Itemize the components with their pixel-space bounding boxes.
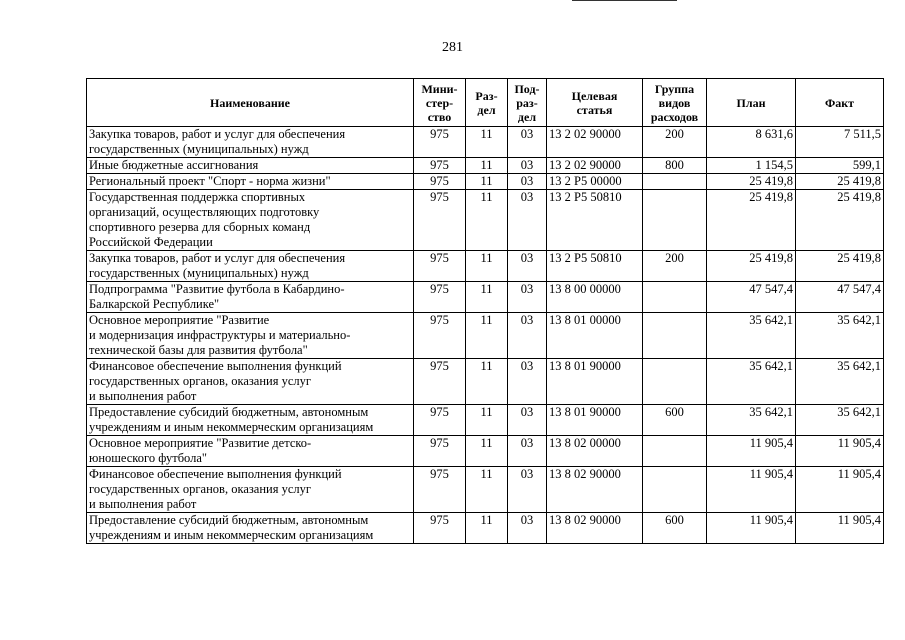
col-header-plan: План — [707, 79, 796, 127]
cell-group: 800 — [643, 158, 707, 174]
table-row — [87, 127, 884, 158]
cell-target: 13 8 01 90000 — [547, 405, 643, 436]
cell-name: Иные бюджетные ассигнования — [87, 158, 414, 174]
cell-target: 13 2 02 90000 — [547, 127, 643, 158]
cell-ministry: 975 — [414, 359, 466, 405]
cell-group — [643, 174, 707, 190]
table-row — [87, 251, 884, 282]
cell-fact: 599,1 — [796, 158, 884, 174]
cell-plan: 35 642,1 — [707, 359, 796, 405]
col-header-section: Раз- дел — [466, 79, 508, 127]
cell-target: 13 8 01 00000 — [547, 313, 643, 359]
table-row — [87, 436, 884, 467]
cell-plan: 35 642,1 — [707, 405, 796, 436]
cell-ministry: 975 — [414, 158, 466, 174]
cell-fact: 7 511,5 — [796, 127, 884, 158]
cell-ministry: 975 — [414, 127, 466, 158]
col-header-name: Наименование — [87, 79, 414, 127]
cell-name: Государственная поддержка спортивных организаций, осуществляющих подготовку спортивного резерва для сборных команд Российской Федерации — [87, 190, 414, 251]
cell-target: 13 8 00 00000 — [547, 282, 643, 313]
cell-group — [643, 436, 707, 467]
cell-target: 13 2 P5 50810 — [547, 251, 643, 282]
header-row — [87, 79, 884, 127]
table-row — [87, 174, 884, 190]
cell-target: 13 8 02 90000 — [547, 467, 643, 513]
cell-section: 11 — [466, 359, 508, 405]
col-header-ministry: Мини- стер- ство — [414, 79, 466, 127]
cell-name: Основное мероприятие "Развитие детско- юношеского футбола" — [87, 436, 414, 467]
table-row — [87, 313, 884, 359]
cell-plan: 1 154,5 — [707, 158, 796, 174]
cell-subsection: 03 — [508, 190, 547, 251]
cell-fact: 35 642,1 — [796, 359, 884, 405]
cell-fact: 25 419,8 — [796, 251, 884, 282]
cell-group: 200 — [643, 251, 707, 282]
cell-plan: 25 419,8 — [707, 174, 796, 190]
cell-plan: 8 631,6 — [707, 127, 796, 158]
cell-name: Финансовое обеспечение выполнения функций государственных органов, оказания услуг и выполнения работ — [87, 359, 414, 405]
cell-plan: 25 419,8 — [707, 251, 796, 282]
cell-subsection: 03 — [508, 127, 547, 158]
cell-subsection: 03 — [508, 158, 547, 174]
cell-name: Финансовое обеспечение выполнения функций государственных органов, оказания услуг и выполнения работ — [87, 467, 414, 513]
col-header-target: Целевая статья — [547, 79, 643, 127]
top-rule — [572, 0, 677, 1]
cell-section: 11 — [466, 190, 508, 251]
cell-section: 11 — [466, 436, 508, 467]
table-row — [87, 405, 884, 436]
cell-group — [643, 467, 707, 513]
table-row — [87, 190, 884, 251]
cell-ministry: 975 — [414, 174, 466, 190]
col-header-fact: Факт — [796, 79, 884, 127]
cell-fact: 25 419,8 — [796, 174, 884, 190]
table-row — [87, 282, 884, 313]
cell-target: 13 8 02 90000 — [547, 513, 643, 544]
cell-name: Закупка товаров, работ и услуг для обеспечения государственных (муниципальных) нужд — [87, 127, 414, 158]
col-header-subsection: Под- раз- дел — [508, 79, 547, 127]
cell-section: 11 — [466, 282, 508, 313]
cell-subsection: 03 — [508, 251, 547, 282]
cell-target: 13 2 P5 00000 — [547, 174, 643, 190]
cell-target: 13 2 P5 50810 — [547, 190, 643, 251]
cell-plan: 25 419,8 — [707, 190, 796, 251]
cell-group — [643, 359, 707, 405]
cell-section: 11 — [466, 513, 508, 544]
cell-subsection: 03 — [508, 436, 547, 467]
cell-name: Подпрограмма "Развитие футбола в Кабардино- Балкарской Республике" — [87, 282, 414, 313]
cell-ministry: 975 — [414, 313, 466, 359]
cell-plan: 11 905,4 — [707, 467, 796, 513]
cell-ministry: 975 — [414, 513, 466, 544]
cell-fact: 11 905,4 — [796, 467, 884, 513]
cell-fact: 35 642,1 — [796, 405, 884, 436]
cell-plan: 47 547,4 — [707, 282, 796, 313]
cell-plan: 11 905,4 — [707, 513, 796, 544]
page-number: 281 — [442, 40, 463, 55]
cell-subsection: 03 — [508, 513, 547, 544]
cell-subsection: 03 — [508, 359, 547, 405]
cell-ministry: 975 — [414, 405, 466, 436]
cell-name: Региональный проект "Спорт - норма жизни" — [87, 174, 414, 190]
cell-ministry: 975 — [414, 251, 466, 282]
cell-name: Предоставление субсидий бюджетным, автономным учреждениям и иным некоммерческим организациям — [87, 405, 414, 436]
table-row — [87, 359, 884, 405]
cell-fact: 11 905,4 — [796, 513, 884, 544]
cell-name: Предоставление субсидий бюджетным, автономным учреждениям и иным некоммерческим организациям — [87, 513, 414, 544]
cell-target: 13 8 02 00000 — [547, 436, 643, 467]
cell-group: 600 — [643, 513, 707, 544]
cell-plan: 11 905,4 — [707, 436, 796, 467]
cell-section: 11 — [466, 174, 508, 190]
cell-fact: 25 419,8 — [796, 190, 884, 251]
cell-section: 11 — [466, 467, 508, 513]
cell-section: 11 — [466, 251, 508, 282]
cell-fact: 47 547,4 — [796, 282, 884, 313]
cell-ministry: 975 — [414, 436, 466, 467]
table-row — [87, 158, 884, 174]
cell-subsection: 03 — [508, 174, 547, 190]
cell-section: 11 — [466, 158, 508, 174]
col-header-group: Группа видов расходов — [643, 79, 707, 127]
cell-group: 600 — [643, 405, 707, 436]
cell-ministry: 975 — [414, 467, 466, 513]
budget-table — [86, 78, 884, 544]
cell-section: 11 — [466, 127, 508, 158]
cell-subsection: 03 — [508, 282, 547, 313]
table-body — [87, 127, 884, 544]
cell-ministry: 975 — [414, 190, 466, 251]
cell-subsection: 03 — [508, 313, 547, 359]
cell-name: Закупка товаров, работ и услуг для обеспечения государственных (муниципальных) нужд — [87, 251, 414, 282]
cell-target: 13 2 02 90000 — [547, 158, 643, 174]
cell-subsection: 03 — [508, 405, 547, 436]
table-row — [87, 467, 884, 513]
cell-fact: 35 642,1 — [796, 313, 884, 359]
cell-plan: 35 642,1 — [707, 313, 796, 359]
cell-ministry: 975 — [414, 282, 466, 313]
cell-section: 11 — [466, 405, 508, 436]
table-row — [87, 513, 884, 544]
cell-target: 13 8 01 90000 — [547, 359, 643, 405]
cell-group: 200 — [643, 127, 707, 158]
cell-subsection: 03 — [508, 467, 547, 513]
cell-group — [643, 282, 707, 313]
cell-section: 11 — [466, 313, 508, 359]
cell-fact: 11 905,4 — [796, 436, 884, 467]
cell-group — [643, 313, 707, 359]
cell-name: Основное мероприятие "Развитие и модернизация инфраструктуры и материально- технической базы для развития футбола" — [87, 313, 414, 359]
cell-group — [643, 190, 707, 251]
